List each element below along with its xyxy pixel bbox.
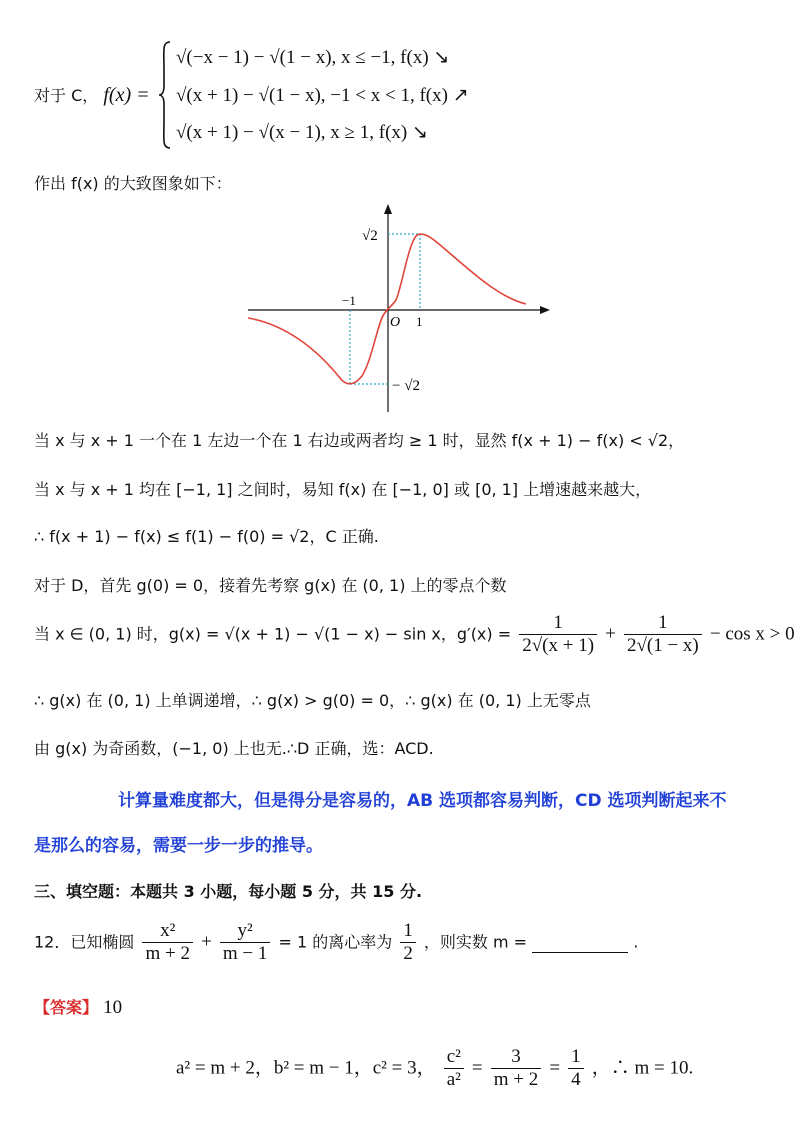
piecewise-case-2: √(x + 1) − √(1 − x), −1 < x < 1, f(x) ↗ [176, 85, 469, 106]
comment-line-1: 计算量难度都大，但是得分是容易的，AB 选项都容易判断，CD 选项判断起来不 [118, 791, 727, 811]
x-axis-arrow [540, 306, 550, 314]
answer-tag: 【答案】 [34, 998, 99, 1017]
solution-part-a: a² = m + 2，b² = m − 1，c² = 3， [176, 1057, 436, 1079]
fraction-c2-over-a2: $\frac{\text{c²}}{\text{a²}}$ [444, 1046, 464, 1092]
answer-line [34, 995, 122, 1019]
label-one: 1 [416, 314, 423, 329]
part-c-lhs: f(x) = [103, 84, 150, 106]
question-12-end: . [633, 932, 639, 952]
question-12-suffix: ，则实数 m = [423, 932, 528, 952]
piecewise-case-1: √(−x − 1) − √(1 − x), x ≤ −1, f(x) ↘ [176, 47, 450, 68]
part-d-line-2-prefix: 当 x ∈ (0, 1) 时，g(x) = √(x + 1) − √(1 − x) − sin x，g′(x) = [34, 624, 512, 644]
label-origin: O [390, 315, 401, 330]
fraction-1-over-2sqrt-x-plus-1: $\frac{1}{2√(x + 1)}$ [519, 612, 597, 658]
label-neg-one: −1 [342, 293, 356, 308]
label-neg-sqrt2: − √2 [392, 378, 420, 394]
piecewise-case-3: √(x + 1) − √(x − 1), x ≥ 1, f(x) ↘ [176, 122, 428, 143]
y-axis-arrow [384, 204, 392, 214]
part-d-line-2-suffix: − cos x > 0 [709, 623, 795, 645]
fraction-3-over-m-plus-2: $\frac{3}{m + 2}$ [491, 1046, 542, 1092]
fraction-1-over-2sqrt-1-minus-x: $\frac{1}{2√(1 - x)}$ [624, 612, 702, 658]
function-graph [244, 200, 554, 418]
answer-solution: a² = m + 2，b² = m − 1，c² = 3， $\frac{\text{c²}}{\text{a²}}$ = $\frac{3}{m + 2}$ = $\frac{1}{4}$ ，∴ m = 10. [176, 1046, 694, 1090]
piecewise-brace [158, 40, 172, 150]
part-c-intro: 对于 C， [34, 86, 99, 105]
part-c-reason-2: 当 x 与 x + 1 均在 [−1, 1] 之间时，易知 f(x) 在 [−1, 0] 或 [0, 1] 上增速越来越大， [34, 480, 652, 499]
fraction-eccentricity: $\frac{1}{2}$ [400, 920, 416, 966]
answer-value: 10 [103, 997, 123, 1018]
graph-caption: 作出 f(x) 的大致图象如下： [34, 174, 232, 193]
answer-blank[interactable] [532, 933, 628, 953]
solution-end: ，∴ m = 10. [591, 1057, 694, 1079]
function-curve [248, 234, 526, 384]
part-c-reason-1: 当 x 与 x + 1 一个在 1 左边一个在 1 右边或两者均 ≥ 1 时，显然 f(x + 1) − f(x) < √2， [34, 431, 685, 450]
fraction-1-over-4: $\frac{1}{4}$ [568, 1046, 584, 1092]
fraction-y2-over-m-minus-1: $\frac{\text{y²}}{m - 1}$ [220, 920, 271, 966]
guide-lines [350, 234, 420, 384]
part-c-conclusion: ∴ f(x + 1) − f(x) ≤ f(1) − f(0) = √2，C 正确. [34, 527, 379, 546]
part-d-line-3: ∴ g(x) 在 (0, 1) 上单调递增，∴ g(x) > g(0) = 0，∴ g(x) 在 (0, 1) 上无零点 [34, 691, 591, 710]
question-12-prefix: 12．已知椭圆 [34, 932, 135, 952]
section-3-heading: 三、填空题：本题共 3 小题，每小题 5 分，共 15 分. [34, 882, 423, 901]
part-d-line-1: 对于 D，首先 g(0) = 0，接着先考察 g(x) 在 (0, 1) 上的零点个数 [34, 576, 507, 595]
part-d-line-2: 当 x ∈ (0, 1) 时，g(x) = √(x + 1) − √(1 − x) − sin x，g′(x) = $\frac{1}{2√(x + 1)}$ + $\frac{1}{2√(1 - x)}$ − cos x > 0 [34, 612, 795, 656]
fraction-x2-over-m-plus-2: $\frac{\text{x²}}{m + 2}$ [142, 920, 193, 966]
label-sqrt2: √2 [362, 228, 378, 244]
part-c-intro-line [34, 83, 150, 107]
comment-line-2: 是那么的容易，需要一步一步的推导。 [34, 836, 323, 856]
question-12-mid: = 1 的离心率为 [278, 932, 393, 952]
question-12: 12．已知椭圆 $\frac{\text{x²}}{m + 2}$ + $\frac{\text{y²}}{m - 1}$ = 1 的离心率为 $\frac{1}{2}$ ，则实数 m = . [34, 920, 639, 964]
part-d-line-4: 由 g(x) 为奇函数，(−1, 0) 上也无.∴D 正确，选：ACD. [34, 739, 434, 758]
